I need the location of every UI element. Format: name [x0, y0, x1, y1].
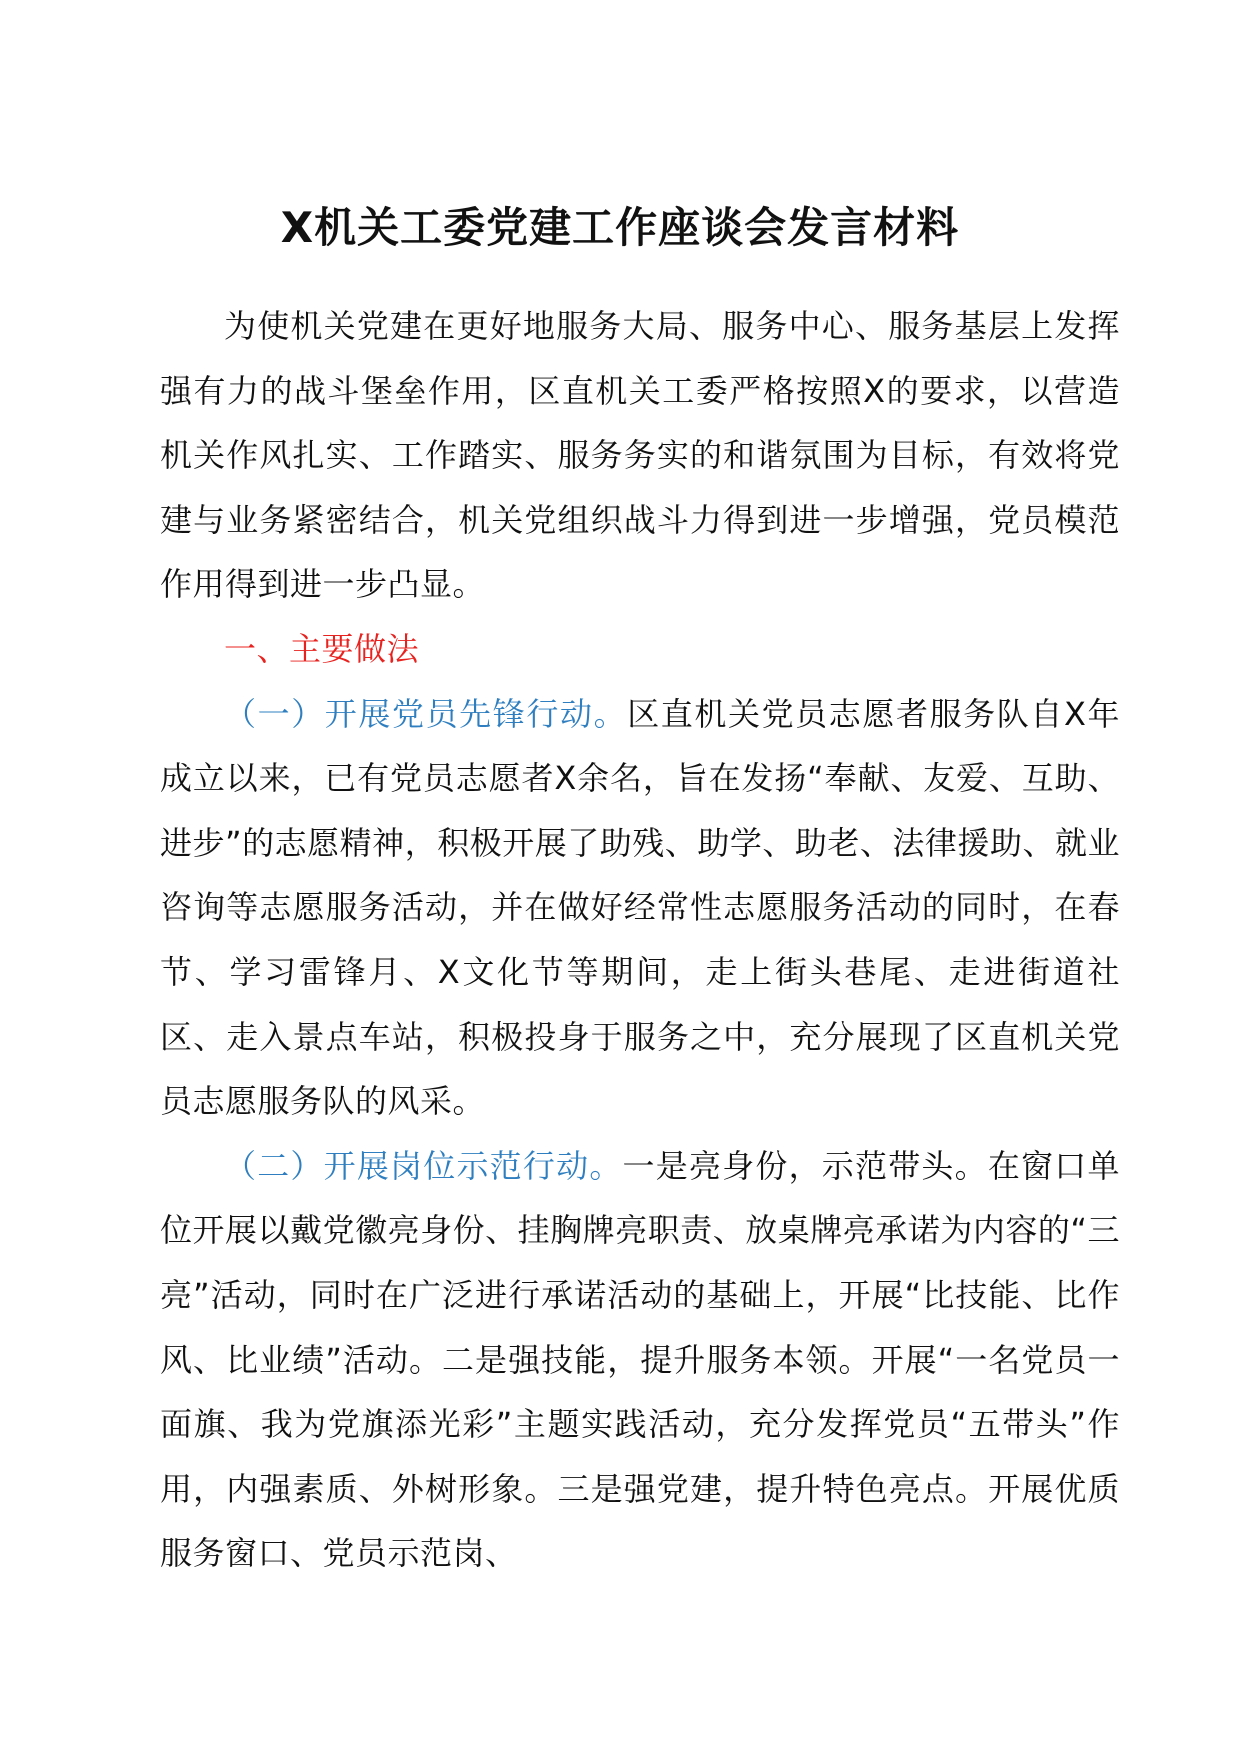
section-heading-text: 一、主要做法 — [224, 629, 420, 668]
subsection-heading-vanguard: （一）开展党员先锋行动。 — [224, 694, 628, 733]
subsection-paragraph-post-demonstration — [160, 1134, 1120, 1586]
section-heading-main-practices — [160, 617, 1120, 682]
subsection-text-vanguard: 区直机关党员志愿者服务队自X年成立以来，已有党员志愿者X余名，旨在发扬“奉献、友爱、互助、进步”的志愿精神，积极开展了助残、助学、助老、法律援助、就业咨询等志愿服务活动，并在做好经常性志愿服务活动的同时，在春节、学习雷锋月、X文化节等期间，走上街头巷尾、走进街道社区、走入景点车站，积极投身于服务之中，充分展现了区直机关党员志愿服务队的风采。 — [160, 694, 1120, 1121]
subsection-text-post-demonstration: 一是亮身份，示范带头。在窗口单位开展以戴党徽亮身份、挂胸牌亮职责、放桌牌亮承诺为内容的“三亮”活动，同时在广泛进行承诺活动的基础上，开展“比技能、比作风、比业绩”活动。二是强技能，提升服务本领。开展“一名党员一面旗、我为党旗添光彩”主题实践活动，充分发挥党员“五带头”作用，内强素质、外树形象。三是强党建，提升特色亮点。开展优质服务窗口、党员示范岗、 — [160, 1146, 1120, 1573]
subsection-paragraph-vanguard — [160, 682, 1120, 1134]
document-title: X机关工委党建工作座谈会发言材料 — [280, 203, 960, 252]
document-body — [160, 294, 1120, 1586]
intro-paragraph: 为使机关党建在更好地服务大局、服务中心、服务基层上发挥强有力的战斗堡垒作用，区直机关工委严格按照X的要求，以营造机关作风扎实、工作踏实、服务务实的和谐氛围为目标，有效将党建与业务紧密结合，机关党组织战斗力得到进一步增强，党员模范作用得到进一步凸显。 — [160, 307, 1120, 604]
subsection-heading-post-demonstration: （二）开展岗位示范行动。 — [224, 1146, 623, 1185]
